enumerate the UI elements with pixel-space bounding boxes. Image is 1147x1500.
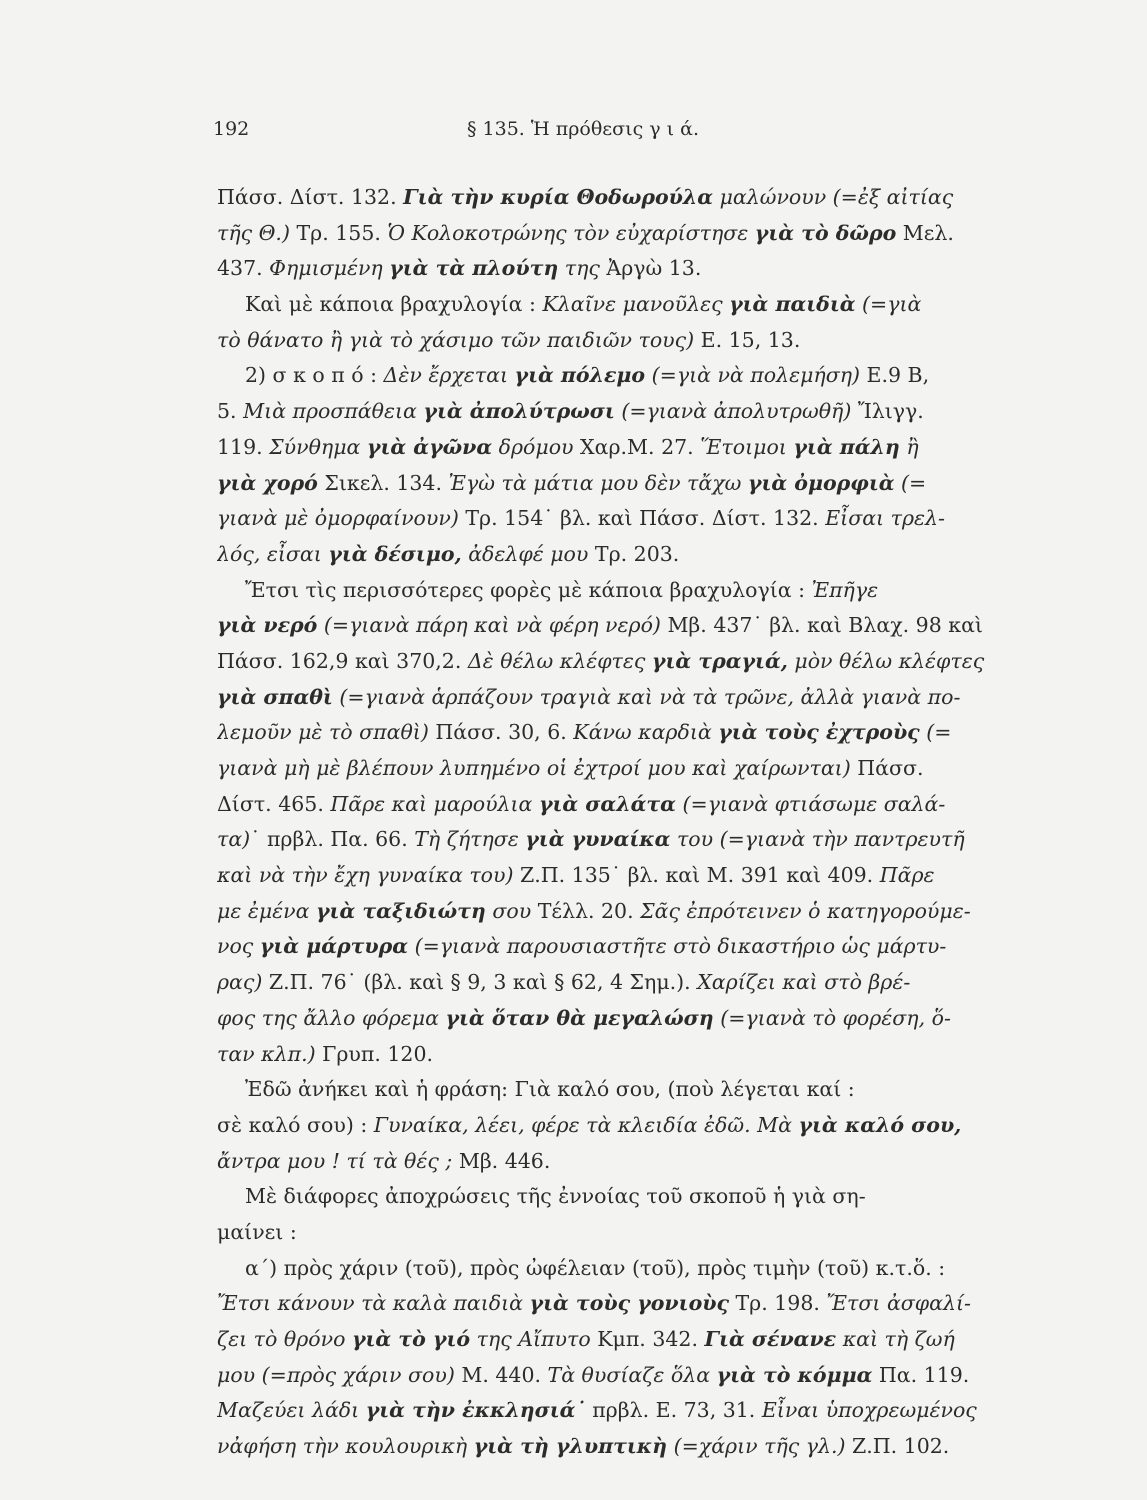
- text-line: γιανὰ μὲ ὀμορφαίνουν) Τρ. 154˙ βλ. καὶ Πάσσ. Δίστ. 132. Εἶσαι τρελ-: [217, 506, 945, 531]
- text-line: Πάσσ. Δίστ. 132. Γιὰ τὴν κυρία Θοδωρούλα μαλώνουν (=ἐξ αἰτίας: [217, 185, 954, 209]
- text-line: τα)˙ πρβλ. Πα. 66. Τὴ ζήτησε γιὰ γυναίκα του (=γιανὰ τὴν παντρευτῆ: [217, 827, 965, 852]
- text-line: 119. Σύνθημα γιὰ ἀγῶνα δρόμου Χαρ.Μ. 27. Ἕτοιμοι γιὰ πάλη ἢ: [217, 434, 919, 459]
- text-line: Ἔτσι κάνουν τὰ καλὰ παιδιὰ γιὰ τοὺς γονιοὺς Τρ. 198. Ἔτσι ἀσφαλί-: [217, 1291, 971, 1316]
- text-line: γιανὰ μὴ μὲ βλέπουν λυπημένο οἱ ἐχτροί μου καὶ χαίρωνται) Πάσσ.: [217, 756, 924, 780]
- text-line: νἀφήση τὴν κουλουρικὴ γιὰ τὴ γλυπτικὴ (=χάριν τῆς γλ.) Ζ.Π. 102.: [217, 1434, 950, 1459]
- text-line: ρας) Ζ.Π. 76˙ (βλ. καὶ § 9, 3 καὶ § 62, 4 Σημ.). Χαρίζει καὶ στὸ βρέ-: [217, 970, 911, 995]
- body-text: [217, 180, 1007, 1465]
- text-line: με ἐμένα γιὰ ταξιδιώτη σου Τέλλ. 20. Σᾶς ἐπρότεινεν ὁ κατηγορούμε-: [217, 898, 971, 923]
- text-line: σὲ καλό σου) : Γυναίκα, λέει, φέρε τὰ κλειδία ἐδῶ. Μὰ γιὰ καλό σου,: [217, 1112, 962, 1137]
- text-line: γιὰ σπαθὶ (=γιανὰ ἁρπάζουν τραγιὰ καὶ νὰ τὰ τρῶνε, ἀλλὰ γιανὰ πο-: [217, 684, 961, 709]
- running-title: § 135. Ἡ πρόθεσις γ ι ά.: [467, 118, 700, 140]
- text-line: μου (=πρὸς χάριν σου) Μ. 440. Τὰ θυσίαζε ὅλα γιὰ τὸ κόμμα Πα. 119.: [217, 1362, 970, 1387]
- text-line: νος γιὰ μάρτυρα (=γιανὰ παρουσιαστῆτε στὸ δικαστήριο ὡς μάρτυ-: [217, 934, 947, 959]
- text-line: 437. Φημισμένη γιὰ τὰ πλούτη της Ἀργὼ 13.: [217, 256, 702, 281]
- text-line: ἄντρα μου ! τί τὰ θές ; Μβ. 446.: [217, 1148, 551, 1173]
- text-line: ταν κλπ.) Γρυπ. 120.: [217, 1041, 433, 1066]
- text-line: Μὲ διάφορες ἀποχρώσεις τῆς ἐννοίας τοῦ σκοποῦ ἡ γιὰ ση-: [245, 1184, 866, 1209]
- text-line: Ἐδῶ ἀνήκει καὶ ἡ φράση: Γιὰ καλό σου, (ποὺ λέγεται καί :: [245, 1077, 855, 1102]
- text-line: Καὶ μὲ κάποια βραχυλογία : Κλαῖνε μανοῦλες γιὰ παιδιὰ (=γιὰ: [245, 292, 922, 317]
- page-number: 192: [213, 118, 250, 140]
- text-line: Πάσσ. 162,9 καὶ 370,2. Δὲ θέλω κλέφτες γιὰ τραγιά, μὸν θέλω κλέφτες: [217, 648, 985, 673]
- text-line: Μαζεύει λάδι γιὰ τὴν ἐκκλησιά˙ πρβλ. Ε. 73, 31. Εἶναι ὑποχρεωμένος: [217, 1398, 977, 1423]
- text-line: λεμοῦν μὲ τὸ σπαθὶ) Πάσσ. 30, 6. Κάνω καρδιὰ γιὰ τοὺς ἐχτροὺς (=: [217, 720, 952, 745]
- text-line: λός, εἶσαι γιὰ δέσιμο, ἀδελφέ μου Τρ. 203.: [217, 541, 680, 566]
- text-line: Δίστ. 465. Πᾶρε καὶ μαρούλια γιὰ σαλάτα (=γιανὰ φτιάσωμε σαλά-: [217, 791, 946, 816]
- text-line: τῆς Θ.) Τρ. 155. Ὁ Κολοκοτρώνης τὸν εὐχαρίστησε γιὰ τὸ δῶρο Μελ.: [217, 220, 954, 245]
- text-line: 5. Μιὰ προσπάθεια γιὰ ἀπολύτρωσι (=γιανὰ ἀπολυτρωθῆ) Ἴλιγγ.: [217, 399, 924, 424]
- text-line: γιὰ χορό Σικελ. 134. Ἐγὼ τὰ μάτια μου δὲν τἄχω γιὰ ὀμορφιὰ (=: [217, 470, 927, 495]
- text-line: τὸ θάνατο ἢ γιὰ τὸ χάσιμο τῶν παιδιῶν τους) Ε. 15, 13.: [217, 327, 801, 352]
- page-header: [213, 118, 1003, 148]
- text-line: ζει τὸ θρόνο γιὰ τὸ γιό της Αἴπυτο Κμπ. 342. Γιὰ σένανε καὶ τὴ ζωή: [217, 1327, 955, 1351]
- text-line: α΄) πρὸς χάριν (τοῦ), πρὸς ὠφέλειαν (τοῦ), πρὸς τιμὴν (τοῦ) κ.τ.ὅ. :: [245, 1255, 946, 1280]
- text-line: γιὰ νερό (=γιανὰ πάρη καὶ νὰ φέρη νερό) Μβ. 437˙ βλ. καὶ Βλαχ. 98 καὶ: [217, 613, 983, 638]
- text-line: Ἔτσι τὶς περισσότερες φορὲς μὲ κάποια βραχυλογία : Ἐπῆγε: [245, 577, 879, 602]
- text-line: μαίνει :: [217, 1219, 297, 1244]
- text-line: καὶ νὰ τὴν ἔχη γυναίκα του) Ζ.Π. 135˙ βλ. καὶ Μ. 391 καὶ 409. Πᾶρε: [217, 863, 935, 888]
- text-line: 2) σ κ ο π ό : Δὲν ἔρχεται γιὰ πόλεμο (=γιὰ νὰ πολεμήση) Ε.9 Β,: [245, 363, 930, 388]
- text-line: φος της ἄλλο φόρεμα γιὰ ὅταν θὰ μεγαλώση (=γιανὰ τὸ φορέση, ὅ-: [217, 1005, 951, 1030]
